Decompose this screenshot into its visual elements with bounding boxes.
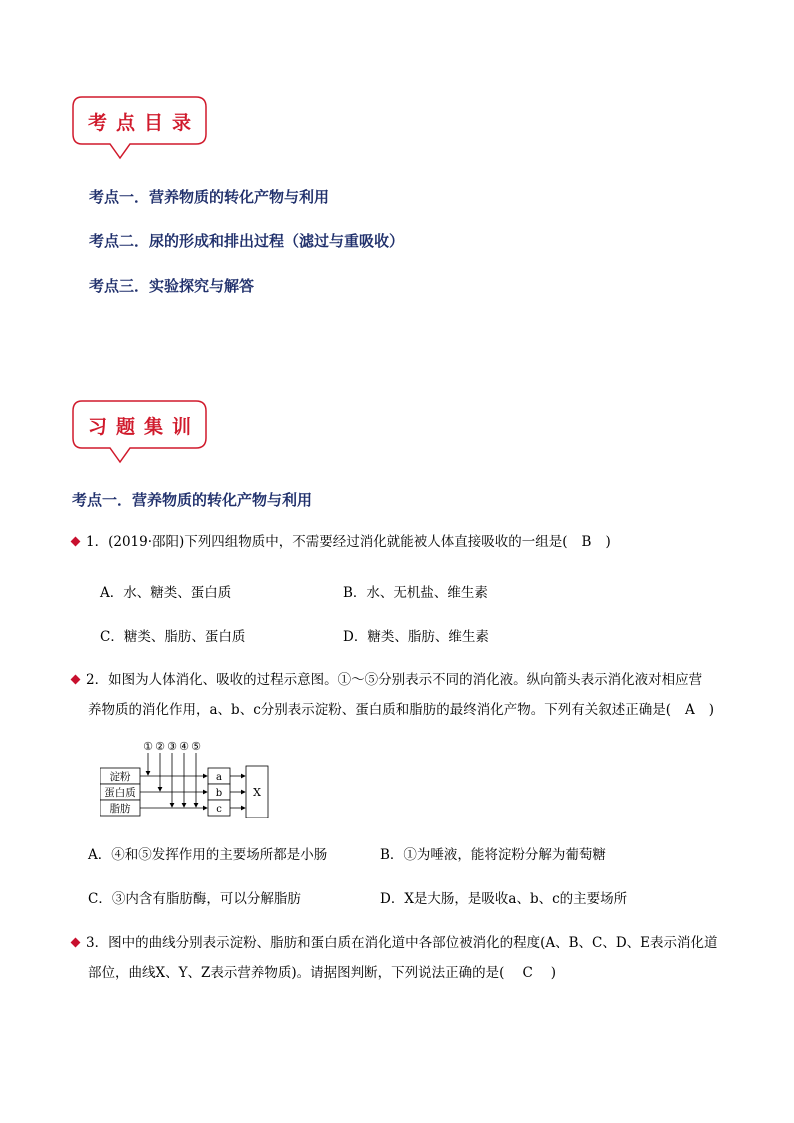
- product-label-b: b: [215, 788, 223, 799]
- bullet-diamond-icon: [71, 537, 81, 547]
- catalog-title: 考点目录: [88, 112, 201, 134]
- q2-option-a: A．④和⑤发挥作用的主要场所都是小肠: [88, 847, 328, 863]
- question-2: [72, 667, 702, 693]
- exercises-callout: [72, 400, 212, 466]
- catalog-callout: [72, 96, 212, 162]
- question-2-close: ): [708, 702, 715, 718]
- nutrient-label-protein: 蛋白质: [104, 787, 136, 799]
- q2-option-c: C．③内含有脂肪酶，可以分解脂肪: [88, 891, 301, 907]
- bullet-diamond-icon: [71, 675, 81, 685]
- question-3-close: ): [550, 965, 557, 981]
- question-3-answer: C: [522, 965, 533, 981]
- toc-item-1: 考点一．营养物质的转化产物与利用: [89, 188, 330, 206]
- q1-option-a: A．水、糖类、蛋白质: [100, 585, 232, 601]
- juice-label-5: ⑤: [191, 740, 201, 753]
- q2-option-b: B．①为唾液，能将淀粉分解为葡萄糖: [380, 847, 606, 863]
- juice-label-4: ④: [179, 740, 189, 753]
- question-1: [72, 529, 611, 555]
- product-label-a: a: [216, 772, 222, 783]
- toc-item-2: 考点二．尿的形成和排出过程（滤过与重吸收）: [89, 232, 405, 250]
- q1-option-d: D．糖类、脂肪、维生素: [343, 629, 489, 645]
- bullet-diamond-icon: [71, 938, 81, 948]
- nutrient-label-fat: 脂肪: [109, 803, 131, 815]
- question-3-stem-line1: 3．图中的曲线分别表示淀粉、脂肪和蛋白质在消化道中各部位被消化的程度(A、B、C、D、E表示消化道: [86, 935, 718, 951]
- juice-label-1: ①: [143, 740, 153, 753]
- q1-option-b: B．水、无机盐、维生素: [343, 585, 488, 601]
- product-label-c: c: [216, 804, 222, 815]
- question-2-answer: A: [685, 702, 695, 718]
- question-1-answer: B: [581, 534, 592, 550]
- organ-label-x: X: [253, 786, 261, 799]
- nutrient-label-starch: 淀粉: [109, 771, 131, 783]
- question-3-line2: [88, 960, 556, 986]
- section-title: 考点一．营养物质的转化产物与利用: [72, 491, 313, 509]
- q2-option-d: D．X是大肠，是吸收a、b、c的主要场所: [380, 891, 628, 907]
- juice-label-3: ③: [167, 740, 177, 753]
- question-3: [72, 930, 718, 956]
- question-2-stem-line2: 养物质的消化作用，a、b、c分别表示淀粉、蛋白质和脂肪的最终消化产物。下列有关叙述正确是(: [88, 702, 672, 718]
- question-1-stem: 1．(2019·邵阳)下列四组物质中，不需要经过消化就能被人体直接吸收的一组是(: [86, 534, 568, 550]
- q1-option-c: C．糖类、脂肪、蛋白质: [100, 629, 246, 645]
- question-1-close: ): [605, 534, 611, 550]
- digestion-diagram: [100, 738, 275, 818]
- question-2-stem-line1: 2．如图为人体消化、吸收的过程示意图。①～⑤分别表示不同的消化液。纵向箭头表示消化液对相应营: [86, 672, 703, 688]
- exercises-title: 习题集训: [88, 416, 201, 438]
- toc-item-3: 考点三．实验探究与解答: [89, 277, 255, 295]
- juice-label-2: ②: [155, 740, 165, 753]
- question-2-line2: [88, 697, 714, 723]
- question-3-stem-line2: 部位，曲线X、Y、Z表示营养物质)。请据图判断，下列说法正确的是(: [88, 965, 505, 981]
